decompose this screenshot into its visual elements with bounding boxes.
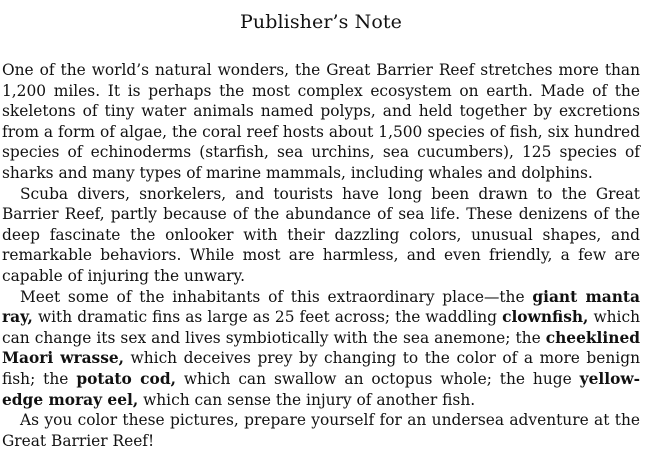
paragraph-text: which can sense the injury of another fish.: [138, 390, 476, 409]
bold-term-clownfish: clownfish,: [502, 308, 589, 327]
page-title: Publisher’s Note: [239, 11, 403, 33]
bold-term-manta-ray: giant manta ray,: [2, 287, 640, 327]
paragraph-text: Scuba divers, snorkelers, and tourists have long been drawn to the Great Barrier Reef, partly because of the abundance of sea life. These denizens of the deep fascinate the onlooker with their dazzling colors, unusual shapes, and remarkable behaviors. While most are harmless, and even friendly, a few are capable of injuring the unwary.: [2, 184, 640, 285]
bold-term-maori-wrasse: cheeklined Maori wrasse,: [2, 328, 640, 368]
bold-term-moray-eel: yellow-edge moray eel,: [2, 369, 640, 409]
paragraph-text: which can change its sex and lives symbiotically with the sea anemone; the: [2, 308, 641, 347]
paragraph-intro: [2, 60, 640, 184]
paragraph-closing: [2, 410, 640, 450]
paragraph-text: which deceives prey by changing to the color of a more benign fish; the: [2, 349, 640, 388]
paragraph-visitors: [2, 184, 640, 287]
paragraph-text: Meet some of the inhabitants of this extraordinary place—the: [20, 287, 533, 306]
bold-term-potato-cod: potato cod,: [76, 369, 176, 388]
paragraph-text: which can swallow an octopus whole; the huge: [175, 369, 580, 388]
paragraph-text: with dramatic fins as large as 25 feet across; the waddling: [32, 308, 503, 327]
paragraph-inhabitants: [2, 287, 640, 411]
paragraph-text: One of the world’s natural wonders, the Great Barrier Reef stretches more than 1,200 miles. It is perhaps the most complex ecosystem on earth. Made of the skeletons of tiny water animals named polyps, and held together by excretions from a form of algae, the coral reef hosts about 1,500 species of fish, six hundred species of echinoderms (starfish, sea urchins, sea cucumbers), 125 species of sharks and many types of marine mammals, including whales and dolphins.: [2, 61, 640, 182]
paragraph-text: As you color these pictures, prepare yourself for an undersea adventure at the Great Barrier Reef!: [2, 411, 640, 450]
